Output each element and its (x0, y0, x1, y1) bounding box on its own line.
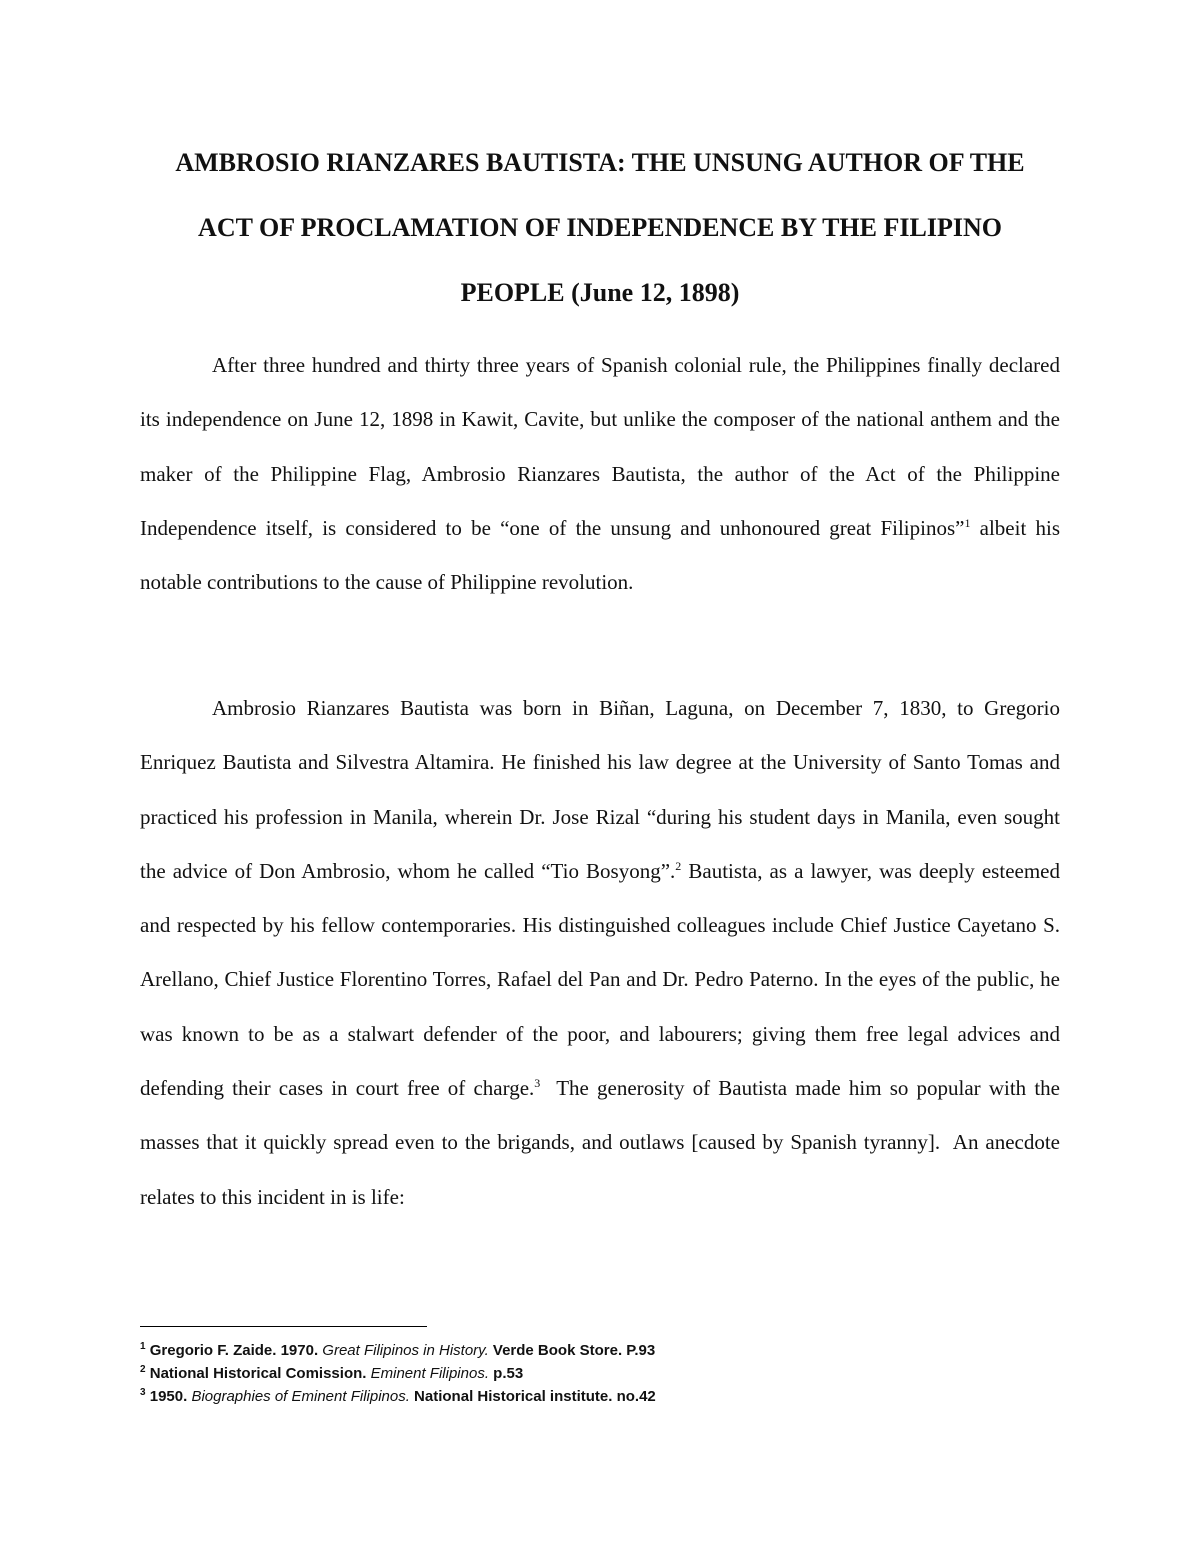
paragraph-2 (140, 681, 1066, 1224)
footnote-2-lead: National Historical Comission. (145, 1365, 371, 1382)
paragraph-1 (140, 338, 1060, 609)
footnote-1-lead: Gregorio F. Zaide. 1970. (145, 1342, 323, 1359)
paragraph-2-text-c: The generosity of Bautista made him so popular with the masses that it quickly spread even to the brigands, and outlaws [caused by Spanish tyranny]. An anecdote relates to this incident in is life: (140, 1076, 1066, 1209)
footnote-separator (140, 1326, 427, 1327)
paragraph-2-text-b: Bautista, as a lawyer, was deeply esteemed and respected by his fellow contemporaries. His distinguished colleagues include Chief Justice Cayetano S. Arellano, Chief Justice Florentino Torres, Rafael del Pan and Dr. Pedro Paterno. In the eyes of the public, he was known to be as a stalwart defender of the poor, and labourers; giving them free legal advices and defending their cases in court free of charge. (140, 858, 1060, 1101)
footnote-3-number: 3 (140, 1387, 146, 1398)
paragraph-1-text-a: After three hundred and thirty three years of Spanish colonial rule, the Philippines finally declared its independence on June 12, 1898 in Kawit, Cavite, but unlike the composer of the national anthem and the maker of the Philippine Flag, Ambrosio Rianzares Bautista, the author of the Act of the Philippine Independence itself, is considered to be “one of the unsung and unhonoured great Filipinos” (140, 353, 1060, 540)
footnote-ref-2: 2 (675, 858, 682, 873)
footnote-2-title: Eminent Filipinos. (370, 1365, 489, 1382)
footnote-2-tail: p.53 (489, 1365, 524, 1382)
footnote-1-number: 1 (140, 1341, 146, 1352)
footnote-ref-1: 1 (964, 515, 971, 530)
footnote-2-number: 2 (140, 1364, 146, 1375)
footnote-3-lead: 1950. (145, 1388, 192, 1405)
document-title (140, 130, 1060, 325)
paragraph-2-text-a: Ambrosio Rianzares Bautista was born in Biñan, Laguna, on December 7, 1830, to Gregorio Enriquez Bautista and Silvestra Altamira. He finished his law degree at the University of Santo Tomas and practiced his profession in Manila, wherein Dr. Jose Rizal “during his student days in Manila, even sought the advice of Don Ambrosio, whom he called “Tio Bosyong”. (140, 696, 1060, 883)
footnote-3-tail: National Historical institute. no.42 (409, 1388, 656, 1405)
footnote-3 (140, 1385, 1060, 1408)
footnote-2 (140, 1362, 1060, 1385)
title-line-1: AMBROSIO RIANZARES BAUTISTA: THE UNSUNG AUTHOR OF THE (175, 148, 1025, 177)
footnotes (140, 1339, 1060, 1408)
footnote-1-title: Great Filipinos in History. (322, 1342, 489, 1359)
paragraph-1-text-b: albeit his notable contributions to the cause of Philippine revolution. (140, 515, 1060, 595)
footnote-1 (140, 1339, 1060, 1362)
footnote-1-tail: Verde Book Store. P.93 (488, 1342, 656, 1359)
footnote-ref-3: 3 (534, 1076, 541, 1091)
title-line-2: ACT OF PROCLAMATION OF INDEPENDENCE BY THE FILIPINO (198, 213, 1002, 242)
footnote-3-title: Biographies of Eminent Filipinos. (191, 1388, 410, 1405)
title-line-3: PEOPLE (June 12, 1898) (460, 278, 740, 307)
